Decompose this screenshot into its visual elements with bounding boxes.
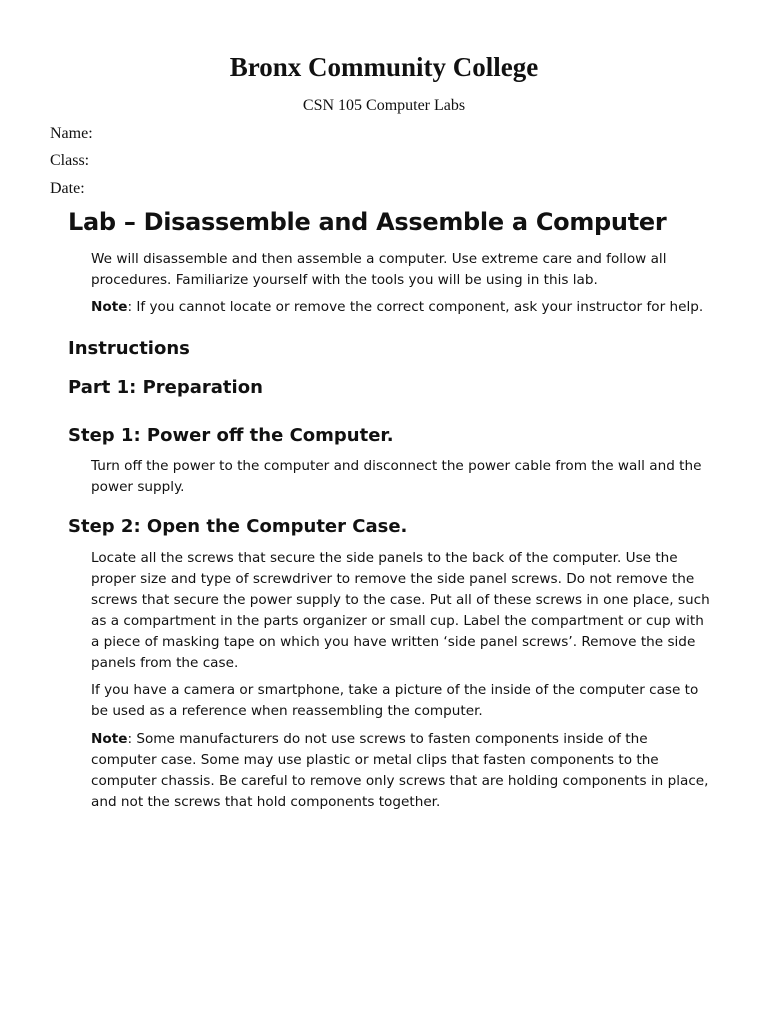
date-field-label: Date: [50, 180, 85, 197]
instructions-heading: Instructions [68, 338, 190, 359]
note-label: Note [91, 299, 128, 315]
step2-heading: Step 2: Open the Computer Case. [68, 516, 408, 537]
step2-paragraph-2: If you have a camera or smartphone, take a picture of the inside of the computer case to be used as a reference when reassembling the computer. [91, 682, 699, 719]
lab-title: Lab – Disassemble and Assemble a Computer [68, 208, 667, 236]
step1-paragraph: Turn off the power to the computer and disconnect the power cable from the wall and the power supply. [91, 458, 702, 495]
step2-paragraph-1: Locate all the screws that secure the side panels to the back of the computer. Use the proper size and type of screwdriver to remove the side panel screws. Do not remove the screws that secure the power supply to the case. Put all of these screws in one place, such as a compartment in the parts organizer or small cup. Label the compartment or cup with a piece of masking tape on which you have written ‘side panel screws’. Remove the side panels from the case. [91, 550, 710, 671]
name-field-label: Name: [50, 125, 93, 142]
lab-intro-paragraph: We will disassemble and then assemble a computer. Use extreme care and follow all procedures. Familiarize yourself with the tools you will be using in this lab. [91, 251, 667, 288]
course-subtitle: CSN 105 Computer Labs [302, 97, 466, 114]
class-field-label: Class: [50, 152, 90, 169]
step2-note-paragraph [91, 729, 711, 813]
part1-heading: Part 1: Preparation [68, 377, 263, 398]
college-title: Bronx Community College [229, 52, 539, 82]
lab-note-paragraph [91, 297, 711, 318]
note-text: : Some manufacturers do not use screws to fasten components inside of the computer case. Some may use plastic or metal clips that fasten components to the computer chassis. Be careful to remove only screws that are holding components in place, and not the screws that hold components together. [91, 731, 709, 810]
step1-heading: Step 1: Power off the Computer. [68, 425, 394, 446]
note-text: : If you cannot locate or remove the correct component, ask your instructor for help. [127, 299, 704, 315]
note-label: Note [91, 731, 128, 747]
